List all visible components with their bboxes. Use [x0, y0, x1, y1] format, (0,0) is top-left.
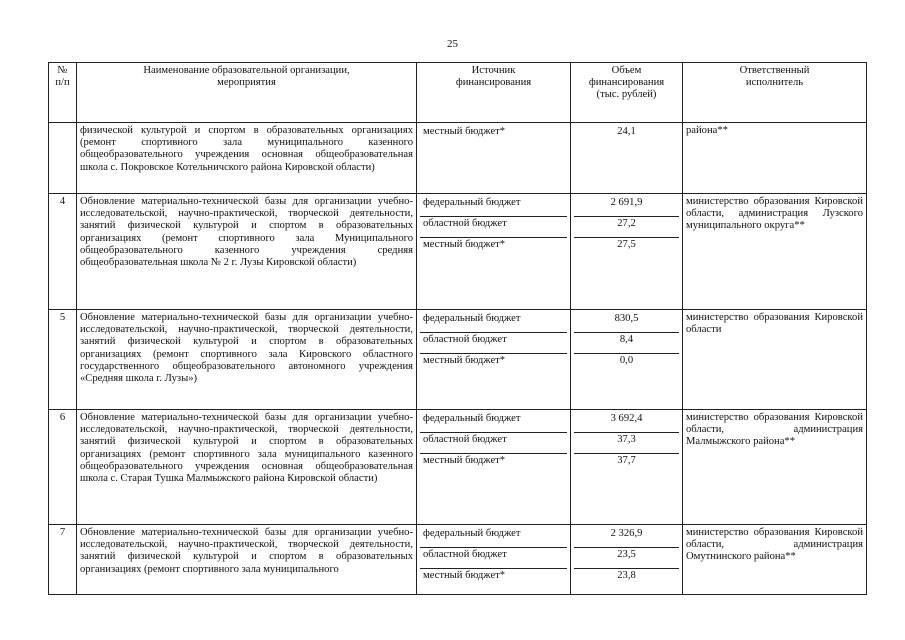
- amount-cell: 37,3: [574, 433, 679, 454]
- row-num: 7: [49, 525, 77, 595]
- source-cell: федеральный бюджет: [420, 412, 567, 433]
- row-sources: [417, 194, 571, 310]
- row-sources: [417, 123, 571, 194]
- amount-cell: 2 691,9: [574, 196, 679, 217]
- header-responsible: Ответственный исполнитель: [683, 63, 867, 123]
- source-cell: областной бюджет: [420, 548, 567, 569]
- row-amounts: [571, 123, 683, 194]
- source-cell: федеральный бюджет: [420, 196, 567, 217]
- table-row: [49, 310, 867, 410]
- row-sources: [417, 410, 571, 525]
- row-amounts: [571, 410, 683, 525]
- row-num: 4: [49, 194, 77, 310]
- header-name: Наименование образовательной организации, мероприятия: [77, 63, 417, 123]
- header-num: № п/п: [49, 63, 77, 123]
- row-sources: [417, 525, 571, 595]
- table-row: [49, 525, 867, 595]
- row-responsible: района**: [683, 123, 867, 194]
- amount-cell: 27,2: [574, 217, 679, 238]
- source-cell: местный бюджет*: [423, 126, 506, 137]
- row-num: 5: [49, 310, 77, 410]
- amount-cell: 3 692,4: [574, 412, 679, 433]
- amount-cell: 27,5: [617, 239, 636, 250]
- source-cell: местный бюджет*: [423, 239, 506, 250]
- source-cell: местный бюджет*: [423, 570, 506, 581]
- header-amount: Объем финансирования (тыс. рублей): [571, 63, 683, 123]
- row-responsible: министерство образования Кировской области, администрация Малмыжского района**: [683, 410, 867, 525]
- amount-cell: 23,5: [574, 548, 679, 569]
- source-cell: областной бюджет: [420, 217, 567, 238]
- source-cell: областной бюджет: [420, 333, 567, 354]
- table-row: [49, 194, 867, 310]
- source-cell: местный бюджет*: [423, 455, 506, 466]
- row-description: Обновление материально-технической базы для организации учебно-исследовательской, научно-практической, творческой деятельности, занятий физической культурой и спортом в образовательных организациях (ремонт спортивного зала муниципального: [77, 525, 417, 595]
- amount-cell: 8,4: [574, 333, 679, 354]
- amount-cell: 0,0: [619, 355, 634, 366]
- amount-cell: 23,8: [617, 570, 636, 581]
- row-sources: [417, 310, 571, 410]
- table-row: [49, 410, 867, 525]
- source-cell: федеральный бюджет: [420, 527, 567, 548]
- amount-cell: 830,5: [574, 312, 679, 333]
- row-num: [49, 123, 77, 194]
- source-cell: местный бюджет*: [423, 355, 506, 366]
- table-row: [49, 123, 867, 194]
- row-description: физической культурой и спортом в образовательных организациях (ремонт спортивного зала муниципального казенного общеобразовательного учреждения основная общеобразовательная школа с. Покровское Котельничского района Кировской области): [77, 123, 417, 194]
- row-responsible: министерство образования Кировской области, администрация Омутнинского района**: [683, 525, 867, 595]
- row-amounts: [571, 194, 683, 310]
- row-description: Обновление материально-технической базы для организации учебно-исследовательской, научно-практической, творческой деятельности, занятий физической культурой и спортом в образовательных организациях (ремонт спортивного зала Кировского областного государственного общеобразовательного автономного учреждения «Средняя школа г. Лузы»): [77, 310, 417, 410]
- header-source: Источник финансирования: [417, 63, 571, 123]
- source-cell: областной бюджет: [420, 433, 567, 454]
- page-number: 25: [447, 38, 458, 50]
- amount-cell: 24,1: [617, 126, 636, 137]
- amount-cell: 2 326,9: [574, 527, 679, 548]
- row-amounts: [571, 310, 683, 410]
- row-description: Обновление материально-технической базы для организации учебно-исследовательской, научно-практической, творческой деятельности, занятий физической культурой и спортом в образовательных организациях (ремонт спортивного зала Муниципального общеобразовательного казенного учреждения средняя общеобразовательная школа № 2 г. Лузы Кировской области): [77, 194, 417, 310]
- amount-cell: 37,7: [617, 455, 636, 466]
- row-amounts: [571, 525, 683, 595]
- source-cell: федеральный бюджет: [420, 312, 567, 333]
- row-responsible: министерство образования Кировской области: [683, 310, 867, 410]
- row-responsible: министерство образования Кировской области, администрация Лузского муниципального округа**: [683, 194, 867, 310]
- table-header-row: [49, 63, 867, 123]
- row-description: Обновление материально-технической базы для организации учебно-исследовательской, научно-практической, творческой деятельности, занятий физической культурой и спортом в образовательных организациях (ремонт спортивного зала муниципального казенного общеобразовательного учреждения основная общеобразовательная школа с. Старая Тушка Малмыжского района Кировской области): [77, 410, 417, 525]
- financing-table: [48, 62, 867, 595]
- row-num: 6: [49, 410, 77, 525]
